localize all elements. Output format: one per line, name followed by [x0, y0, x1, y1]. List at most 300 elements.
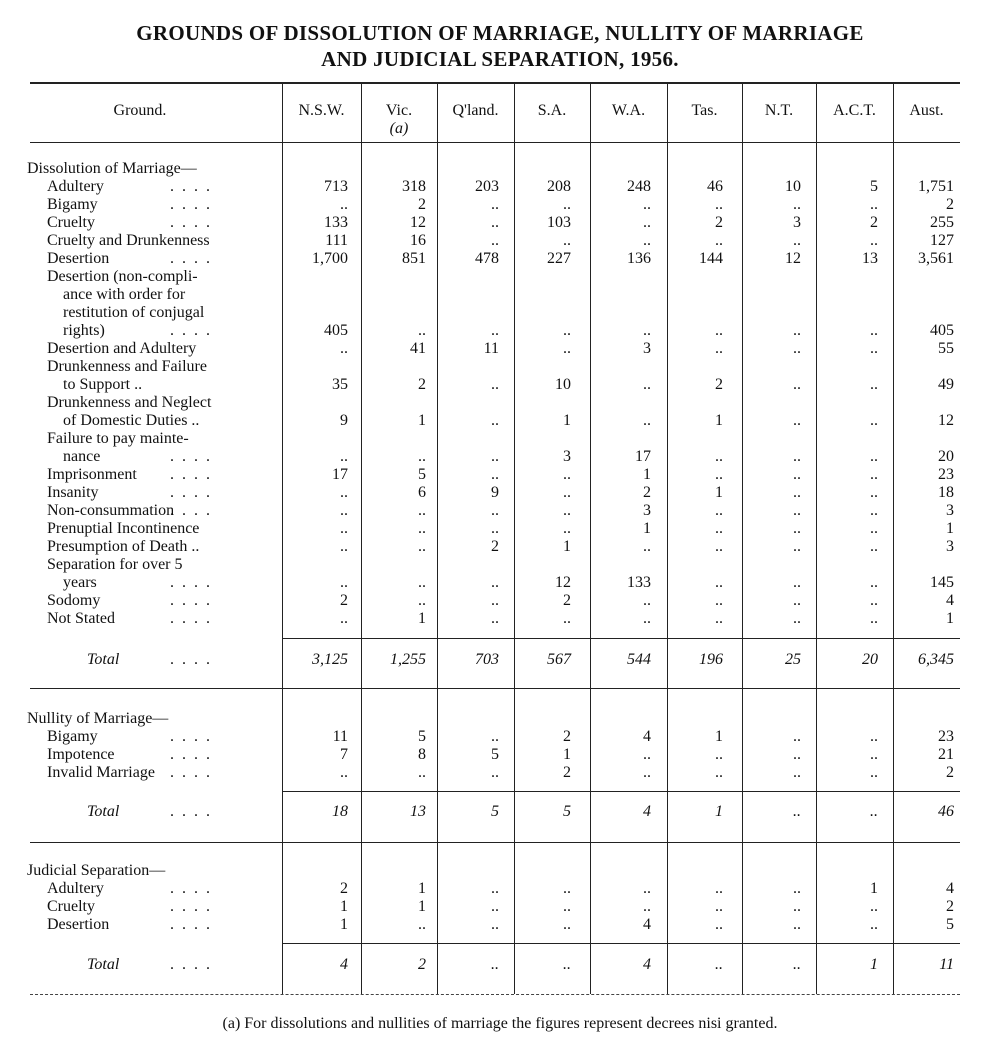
table-cell: .. — [715, 502, 723, 519]
table-cell: .. — [793, 538, 801, 555]
leader-dots: . . . . — [170, 651, 212, 668]
table-cell: .. — [340, 764, 348, 781]
table-cell: 5 — [418, 728, 426, 745]
table-cell: 13 — [862, 250, 878, 267]
table-cell: .. — [870, 448, 878, 465]
table-cell: .. — [715, 610, 723, 627]
table-cell: 478 — [475, 250, 499, 267]
row-label: Bigamy — [47, 728, 98, 745]
table-cell: .. — [563, 232, 571, 249]
table-rule — [30, 994, 960, 995]
row-label: Cruelty and Drunkenness — [47, 232, 210, 249]
row-label: Desertion — [47, 250, 110, 267]
leader-dots: . . . . — [170, 448, 212, 465]
table-cell: 208 — [547, 178, 571, 195]
table-cell: 11 — [483, 340, 499, 357]
table-cell: 21 — [938, 746, 954, 763]
table-cell: 1 — [418, 880, 426, 897]
table-cell: .. — [418, 448, 426, 465]
table-cell: .. — [870, 538, 878, 555]
table-cell: .. — [715, 520, 723, 537]
row-label: Non-consummation — [47, 502, 175, 519]
column-rule — [816, 82, 817, 994]
table-cell: .. — [715, 466, 723, 483]
row-label: of Domestic Duties .. — [63, 412, 200, 429]
total-cell: 5 — [563, 803, 571, 820]
table-cell: 2 — [563, 728, 571, 745]
table-cell: 5 — [418, 466, 426, 483]
leader-dots: . . . . — [170, 728, 212, 745]
column-header-tas: Tas. — [691, 102, 718, 119]
table-cell: 2 — [643, 484, 651, 501]
table-cell: 1,751 — [918, 178, 954, 195]
total-cell: 11 — [939, 956, 954, 973]
table-cell: .. — [491, 232, 499, 249]
column-header-aust: Aust. — [909, 102, 944, 119]
table-cell: 7 — [340, 746, 348, 763]
table-cell: 3 — [643, 502, 651, 519]
footnote: (a) For dissolutions and nullities of marriage the figures represent decrees nisi granted. — [222, 1015, 778, 1032]
table-cell: .. — [715, 538, 723, 555]
total-cell: 703 — [475, 651, 499, 668]
leader-dots: . . . . — [170, 466, 212, 483]
table-cell: 2 — [870, 214, 878, 231]
row-label: Impotence — [47, 746, 115, 763]
table-cell: .. — [715, 196, 723, 213]
table-rule — [30, 82, 960, 84]
table-cell: .. — [793, 898, 801, 915]
table-cell: 2 — [418, 376, 426, 393]
table-cell: 1 — [418, 898, 426, 915]
table-cell: .. — [491, 214, 499, 231]
table-cell: .. — [870, 232, 878, 249]
row-label: Insanity — [47, 484, 99, 501]
row-label: ance with order for — [63, 286, 186, 303]
table-cell: 12 — [555, 574, 571, 591]
table-cell: .. — [563, 322, 571, 339]
table-cell: .. — [870, 574, 878, 591]
total-cell: 1,255 — [390, 651, 426, 668]
table-cell: .. — [793, 322, 801, 339]
table-cell: .. — [793, 574, 801, 591]
column-header-nt: N.T. — [764, 102, 794, 119]
table-cell: .. — [491, 520, 499, 537]
title-line-2: AND JUDICIAL SEPARATION, 1956. — [321, 47, 679, 71]
column-rule — [893, 82, 894, 994]
table-cell: .. — [491, 764, 499, 781]
table-cell: .. — [870, 728, 878, 745]
table-cell: .. — [340, 520, 348, 537]
total-cell: .. — [793, 956, 801, 973]
table-cell: .. — [643, 538, 651, 555]
leader-dots: . . . . — [170, 746, 212, 763]
table-cell: 318 — [402, 178, 426, 195]
table-cell: .. — [418, 502, 426, 519]
table-cell: 1 — [643, 520, 651, 537]
table-cell: .. — [870, 592, 878, 609]
table-cell: 12 — [410, 214, 426, 231]
table-cell: .. — [643, 610, 651, 627]
table-cell: 8 — [418, 746, 426, 763]
column-header-act: A.C.T. — [833, 102, 876, 119]
table-cell: 2 — [563, 764, 571, 781]
table-cell: 405 — [324, 322, 348, 339]
leader-dots: . . . . — [170, 956, 212, 973]
table-cell: 3,561 — [918, 250, 954, 267]
table-cell: 16 — [410, 232, 426, 249]
total-cell: .. — [563, 956, 571, 973]
table-cell: .. — [491, 448, 499, 465]
table-cell: 133 — [627, 574, 651, 591]
table-cell: 1 — [563, 412, 571, 429]
row-label: Invalid Marriage — [47, 764, 155, 781]
row-label: Desertion and Adultery — [47, 340, 197, 357]
total-label: Total — [87, 803, 120, 820]
row-label: Imprisonment — [47, 466, 137, 483]
table-cell: 1 — [870, 880, 878, 897]
row-label: rights) — [63, 322, 105, 339]
table-cell: .. — [870, 520, 878, 537]
table-cell: .. — [491, 376, 499, 393]
table-cell: 23 — [938, 466, 954, 483]
table-cell: 3 — [793, 214, 801, 231]
leader-dots: . . . . — [170, 322, 212, 339]
table-cell: .. — [870, 898, 878, 915]
leader-dots: . . . . — [170, 484, 212, 501]
row-label: Sodomy — [47, 592, 101, 609]
table-cell: 851 — [402, 250, 426, 267]
table-cell: .. — [715, 764, 723, 781]
table-cell: .. — [870, 322, 878, 339]
row-label: Desertion (non-compli- — [47, 268, 198, 285]
table-cell: 3 — [643, 340, 651, 357]
table-cell: .. — [715, 746, 723, 763]
table-cell: .. — [793, 376, 801, 393]
row-label: Prenuptial Incontinence — [47, 520, 200, 537]
table-cell: 9 — [340, 412, 348, 429]
table-cell: 1 — [946, 610, 954, 627]
table-cell: .. — [793, 340, 801, 357]
table-cell: 1 — [340, 916, 348, 933]
row-label: nance — [63, 448, 101, 465]
table-cell: .. — [870, 376, 878, 393]
total-label: Total — [87, 651, 120, 668]
table-cell: 49 — [938, 376, 954, 393]
table-cell: .. — [491, 898, 499, 915]
column-rule — [437, 82, 438, 994]
table-cell: .. — [793, 412, 801, 429]
table-cell: .. — [340, 448, 348, 465]
total-cell: .. — [715, 956, 723, 973]
table-cell: .. — [793, 880, 801, 897]
table-cell: .. — [491, 916, 499, 933]
column-rule — [742, 82, 743, 994]
table-cell: .. — [491, 610, 499, 627]
table-cell: .. — [340, 502, 348, 519]
table-cell: 203 — [475, 178, 499, 195]
table-cell: .. — [563, 196, 571, 213]
table-cell: .. — [715, 574, 723, 591]
table-cell: .. — [491, 412, 499, 429]
table-cell: 12 — [938, 412, 954, 429]
leader-dots: . . . . — [170, 764, 212, 781]
table-cell: .. — [418, 764, 426, 781]
total-cell: .. — [491, 956, 499, 973]
table-cell: .. — [715, 232, 723, 249]
table-cell: .. — [793, 520, 801, 537]
row-label: Desertion — [47, 916, 110, 933]
table-cell: .. — [643, 412, 651, 429]
table-cell: .. — [418, 520, 426, 537]
table-cell: .. — [491, 502, 499, 519]
table-cell: .. — [491, 466, 499, 483]
table-cell: .. — [793, 448, 801, 465]
row-label: Not Stated — [47, 610, 115, 627]
table-cell: .. — [340, 340, 348, 357]
table-cell: 1 — [563, 538, 571, 555]
table-cell: 1 — [715, 412, 723, 429]
table-cell: 18 — [938, 484, 954, 501]
table-cell: .. — [870, 916, 878, 933]
table-cell: .. — [643, 232, 651, 249]
column-header-ground: Ground. — [113, 102, 167, 119]
leader-dots: . . . . — [170, 196, 212, 213]
table-cell: .. — [870, 466, 878, 483]
table-cell: 2 — [946, 764, 954, 781]
table-cell: 405 — [930, 322, 954, 339]
table-cell: .. — [715, 880, 723, 897]
table-cell: 1 — [715, 484, 723, 501]
table-rule — [282, 943, 960, 944]
row-label: Bigamy — [47, 196, 98, 213]
column-header-nsw: N.S.W. — [298, 102, 345, 119]
column-rule — [361, 82, 362, 994]
row-label: Adultery — [47, 880, 104, 897]
table-cell: .. — [870, 484, 878, 501]
table-cell: .. — [563, 340, 571, 357]
table-cell: .. — [340, 538, 348, 555]
section-heading: Nullity of Marriage— — [27, 710, 169, 727]
table-cell: 1 — [340, 898, 348, 915]
table-cell: 6 — [418, 484, 426, 501]
table-cell: .. — [793, 728, 801, 745]
table-cell: 10 — [555, 376, 571, 393]
table-cell: .. — [491, 592, 499, 609]
total-cell: 4 — [340, 956, 348, 973]
table-cell: .. — [563, 610, 571, 627]
row-label: Cruelty — [47, 214, 95, 231]
column-rule — [590, 82, 591, 994]
table-cell: .. — [643, 322, 651, 339]
total-cell: 3,125 — [312, 651, 348, 668]
total-cell: 1 — [870, 956, 878, 973]
total-cell: 20 — [862, 651, 878, 668]
leader-dots: . . . . — [170, 803, 212, 820]
table-cell: .. — [563, 484, 571, 501]
table-cell: 10 — [785, 178, 801, 195]
table-cell: 127 — [930, 232, 954, 249]
table-cell: .. — [643, 592, 651, 609]
table-cell: 3 — [563, 448, 571, 465]
table-cell: 4 — [643, 916, 651, 933]
total-cell: 544 — [627, 651, 651, 668]
table-cell: 2 — [715, 214, 723, 231]
table-cell: 12 — [785, 250, 801, 267]
table-cell: .. — [563, 502, 571, 519]
table-cell: 46 — [707, 178, 723, 195]
total-cell: 5 — [491, 803, 499, 820]
table-cell: .. — [491, 322, 499, 339]
leader-dots: . . . . — [170, 880, 212, 897]
table-cell: 1 — [715, 728, 723, 745]
table-cell: .. — [643, 214, 651, 231]
table-cell: 136 — [627, 250, 651, 267]
table-cell: .. — [870, 196, 878, 213]
table-cell: 17 — [635, 448, 651, 465]
column-rule — [282, 82, 283, 994]
table-cell: 1,700 — [312, 250, 348, 267]
table-cell: 20 — [938, 448, 954, 465]
table-cell: .. — [793, 764, 801, 781]
total-cell: 4 — [643, 803, 651, 820]
row-label: Failure to pay mainte- — [47, 430, 189, 447]
leader-dots: . . . . — [170, 592, 212, 609]
row-label: Adultery — [47, 178, 104, 195]
table-cell: 145 — [930, 574, 954, 591]
column-header-wa: W.A. — [611, 102, 646, 119]
table-cell: .. — [491, 728, 499, 745]
column-header-vic: Vic. — [385, 102, 413, 119]
table-cell: 11 — [332, 728, 348, 745]
table-cell: 2 — [491, 538, 499, 555]
total-cell: 25 — [785, 651, 801, 668]
table-cell: 2 — [946, 898, 954, 915]
leader-dots: . . . . — [170, 214, 212, 231]
table-cell: 4 — [643, 728, 651, 745]
row-label: Drunkenness and Failure — [47, 358, 207, 375]
row-label: Cruelty — [47, 898, 95, 915]
table-cell: .. — [563, 520, 571, 537]
row-label: years — [63, 574, 97, 591]
table-cell: .. — [793, 196, 801, 213]
section-heading: Dissolution of Marriage— — [27, 160, 197, 177]
table-cell: .. — [643, 196, 651, 213]
table-cell: 4 — [946, 592, 954, 609]
table-cell: .. — [491, 880, 499, 897]
total-cell: .. — [870, 803, 878, 820]
table-cell: 55 — [938, 340, 954, 357]
table-cell: .. — [715, 448, 723, 465]
table-cell: 1 — [563, 746, 571, 763]
table-cell: .. — [870, 746, 878, 763]
table-cell: .. — [563, 898, 571, 915]
row-label: Presumption of Death .. — [47, 538, 200, 555]
table-cell: 2 — [418, 196, 426, 213]
table-cell: .. — [715, 322, 723, 339]
total-cell: 18 — [332, 803, 348, 820]
table-cell: .. — [793, 610, 801, 627]
table-cell: .. — [715, 916, 723, 933]
row-label: to Support .. — [63, 376, 143, 393]
table-cell: 1 — [643, 466, 651, 483]
table-cell: .. — [340, 610, 348, 627]
table-cell: .. — [418, 592, 426, 609]
total-cell: 4 — [643, 956, 651, 973]
table-cell: .. — [793, 466, 801, 483]
table-cell: 41 — [410, 340, 426, 357]
table-cell: .. — [793, 592, 801, 609]
total-cell: 1 — [715, 803, 723, 820]
table-cell: 17 — [332, 466, 348, 483]
column-header-vic-note: (a) — [389, 120, 409, 137]
total-cell: 6,345 — [918, 651, 954, 668]
table-cell: .. — [418, 574, 426, 591]
table-cell: 2 — [340, 592, 348, 609]
table-cell: 2 — [563, 592, 571, 609]
table-cell: .. — [643, 898, 651, 915]
table-cell: 255 — [930, 214, 954, 231]
table-cell: .. — [715, 340, 723, 357]
table-cell: .. — [340, 574, 348, 591]
table-rule — [30, 142, 960, 143]
table-cell: 2 — [715, 376, 723, 393]
table-cell: 35 — [332, 376, 348, 393]
row-label: restitution of conjugal — [63, 304, 205, 321]
table-cell: 713 — [324, 178, 348, 195]
table-cell: 2 — [340, 880, 348, 897]
table-cell: 111 — [325, 232, 348, 249]
table-cell: 5 — [870, 178, 878, 195]
leader-dots: . . . . — [170, 574, 212, 591]
table-cell: .. — [491, 574, 499, 591]
table-cell: 23 — [938, 728, 954, 745]
table-rule — [282, 638, 960, 639]
table-cell: 3 — [946, 538, 954, 555]
table-cell: .. — [340, 484, 348, 501]
table-rule — [282, 791, 960, 792]
table-cell: .. — [563, 880, 571, 897]
table-cell: .. — [643, 746, 651, 763]
total-cell: 13 — [410, 803, 426, 820]
leader-dots: . . . . — [170, 610, 212, 627]
column-rule — [667, 82, 668, 994]
table-cell: 9 — [491, 484, 499, 501]
table-cell: .. — [715, 898, 723, 915]
table-cell: .. — [491, 196, 499, 213]
table-cell: .. — [870, 502, 878, 519]
section-heading: Judicial Separation— — [27, 862, 166, 879]
table-cell: .. — [418, 322, 426, 339]
table-cell: 1 — [946, 520, 954, 537]
table-cell: .. — [340, 196, 348, 213]
table-cell: .. — [793, 484, 801, 501]
column-header-qland: Q'land. — [452, 102, 499, 119]
leader-dots: . . . . — [170, 898, 212, 915]
table-cell: 4 — [946, 880, 954, 897]
table-cell: 2 — [946, 196, 954, 213]
leader-dots: . . . . — [170, 178, 212, 195]
table-cell: 1 — [418, 412, 426, 429]
table-cell: 133 — [324, 214, 348, 231]
row-label: Drunkenness and Neglect — [47, 394, 212, 411]
table-cell: .. — [793, 746, 801, 763]
table-cell: .. — [870, 764, 878, 781]
table-cell: 103 — [547, 214, 571, 231]
table-cell: 227 — [547, 250, 571, 267]
table-cell: .. — [643, 376, 651, 393]
table-cell: 248 — [627, 178, 651, 195]
title-line-1: GROUNDS OF DISSOLUTION OF MARRIAGE, NULLITY OF MARRIAGE — [136, 21, 864, 45]
